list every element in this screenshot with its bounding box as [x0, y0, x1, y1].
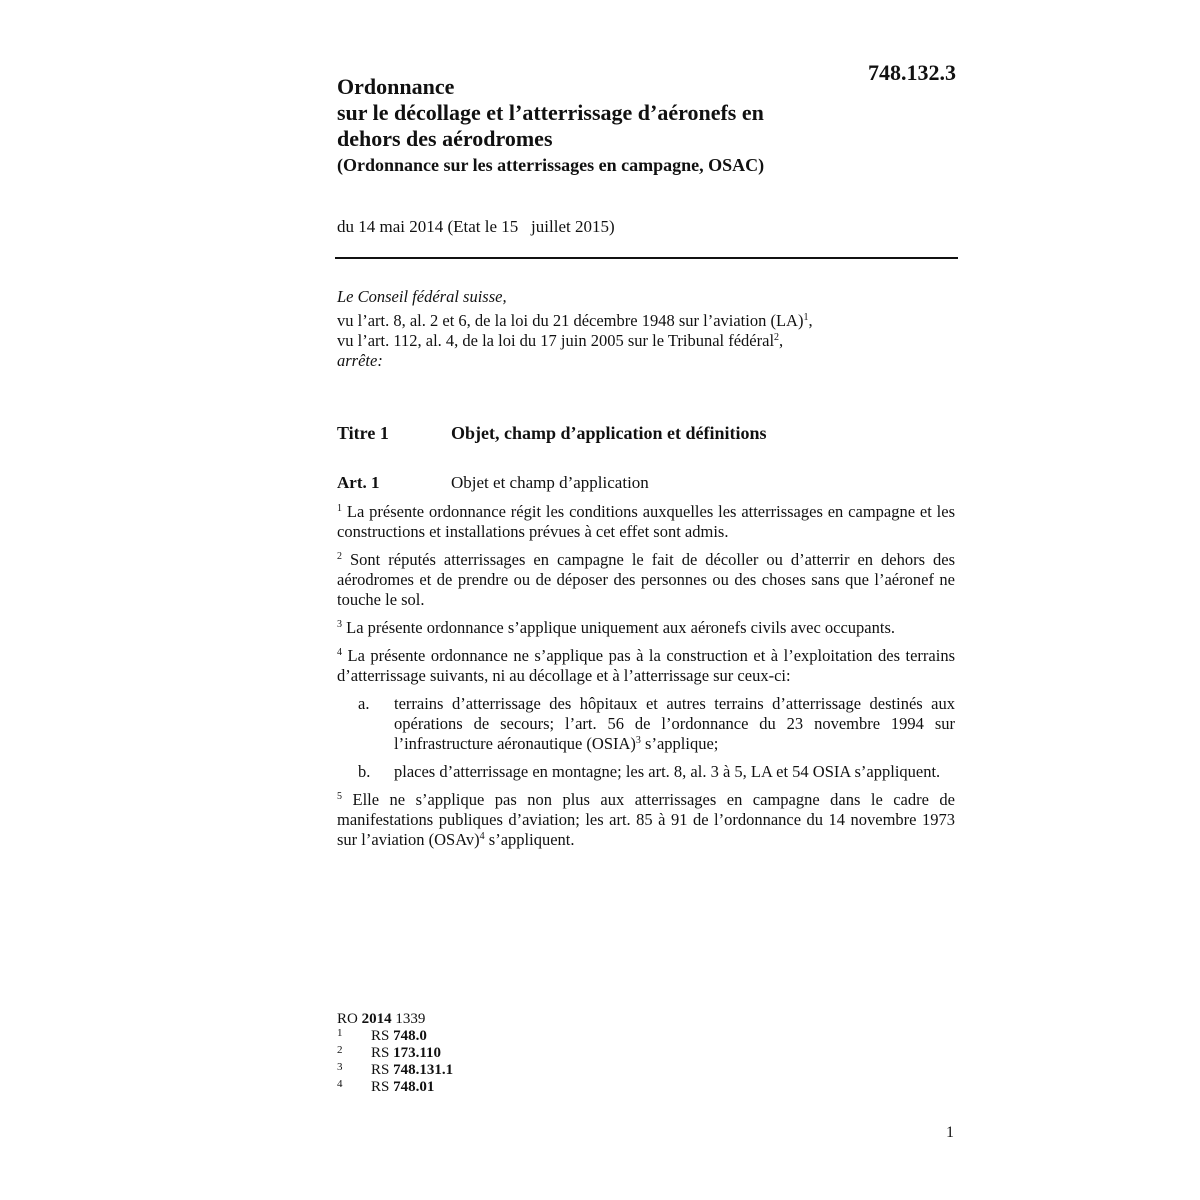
titre-text: Objet, champ d’application et définitions — [451, 423, 767, 443]
footnote-number: 2 — [337, 1044, 343, 1056]
document-title — [337, 74, 897, 152]
footnote: 1 RS 748.0 — [337, 1027, 427, 1044]
title-line: sur le décollage et l’atterrissage d’aéronefs en — [337, 100, 764, 125]
paragraph-2: $^2$ Sont réputés atterrissages en campagne le fait de décoller ou d’atterrir en dehors des aérodromes et de prendre ou de déposer des personnes ou des choses sans que l’aéronef ne touche le sol. — [337, 550, 956, 609]
paragraph-1: $^1$ La présente ordonnance régit les conditions auxquelles les atterrissages en campagne et les constructions et installations prévues à cet effet sont admis. — [337, 502, 956, 541]
ro-reference: RO 2014 1339 — [337, 1011, 426, 1027]
document-date: du 14 mai 2014 (Etat le 15 juillet 2015) — [337, 217, 615, 236]
preamble-authority: Le Conseil fédéral suisse, — [337, 287, 507, 306]
titre-label: Titre 1 — [337, 423, 389, 443]
preamble-legal-basis-2: vu l’art. 112, al. 4, de la loi du 17 juin 2005 sur le Tribunal fédéral$^2$, — [337, 331, 784, 350]
rs-link[interactable]: 173.110 — [393, 1045, 442, 1061]
paragraph-5: $^5$ Elle ne s’applique pas non plus aux atterrissages en campagne dans le cadre de manifestations publiques d’aviation; les art. 85 à 91 de l’ordonnance du 14 novembre 1973 sur l’aviation (OSAv)$^4$ s’appliquent. — [337, 790, 955, 849]
list-letter: a. — [358, 694, 370, 713]
paragraph-number: 2 — [337, 551, 342, 562]
list-item: b. places d’atterrissage en montagne; les art. 8, al. 3 à 5, LA et 54 OSIA s’appliquent. — [358, 762, 941, 781]
paragraph-number: 3 — [337, 619, 342, 630]
article-label: Art. 1 — [337, 473, 380, 492]
footnote-ref[interactable]: 1 — [803, 312, 809, 323]
paragraph-number: 5 — [337, 791, 342, 802]
list-letter: b. — [358, 762, 371, 781]
preamble-legal-basis-1: vu l’art. 8, al. 2 et 6, de la loi du 21 décembre 1948 sur l’aviation (LA)$^1$, — [337, 311, 813, 330]
paragraph-3: $^3$ La présente ordonnance s’applique uniquement aux aéronefs civils avec occupants. — [337, 618, 895, 637]
preamble — [337, 287, 957, 371]
paragraph-4: $^4$ La présente ordonnance ne s’applique pas à la construction et à l’exploitation des terrains d’atterrissage suivants, ni au décollage et à l’atterrissage sur ceux-ci: — [337, 646, 955, 685]
exception-list — [337, 694, 955, 782]
article-title: Objet et champ d’application — [451, 473, 649, 492]
footnote-number: 1 — [337, 1027, 343, 1039]
paragraph-number: 1 — [337, 503, 342, 514]
footnote-number: 3 — [337, 1061, 343, 1073]
title-line: Ordonnance — [337, 74, 455, 99]
rs-link[interactable]: 748.01 — [393, 1079, 435, 1095]
footnote-ref[interactable]: 3 — [635, 735, 641, 746]
footnote-ref[interactable]: 2 — [774, 332, 780, 343]
preamble-decree: arrête: — [337, 351, 383, 370]
footnote-ref[interactable]: 4 — [479, 831, 485, 842]
article-body — [337, 502, 955, 858]
footnote-number: 4 — [337, 1078, 343, 1090]
systematic-number: 748.132.3 — [868, 60, 956, 85]
paragraph-number: 4 — [337, 647, 342, 658]
page-number: 1 — [946, 1124, 954, 1141]
footnote: 3 RS 748.131.1 — [337, 1061, 454, 1078]
rs-link[interactable]: 748.131.1 — [393, 1062, 454, 1078]
footnote: 4 RS 748.01 — [337, 1078, 435, 1095]
header-divider — [335, 257, 958, 259]
rs-link[interactable]: 748.0 — [393, 1028, 427, 1044]
list-item: a. terrains d’atterrissage des hôpitaux et autres terrains d’atterrissage destinés aux opérations de secours; l’art. 56 de l’ordonnance du 23 novembre 1994 sur l’infrastructure aéronautique (OSIA)$^3$ s’applique; — [358, 694, 955, 753]
footnote: 2 RS 173.110 — [337, 1044, 442, 1061]
document-subtitle: (Ordonnance sur les atterrissages en campagne, OSAC) — [337, 155, 765, 175]
footnotes — [337, 1011, 597, 1096]
title-line: dehors des aérodromes — [337, 126, 553, 151]
